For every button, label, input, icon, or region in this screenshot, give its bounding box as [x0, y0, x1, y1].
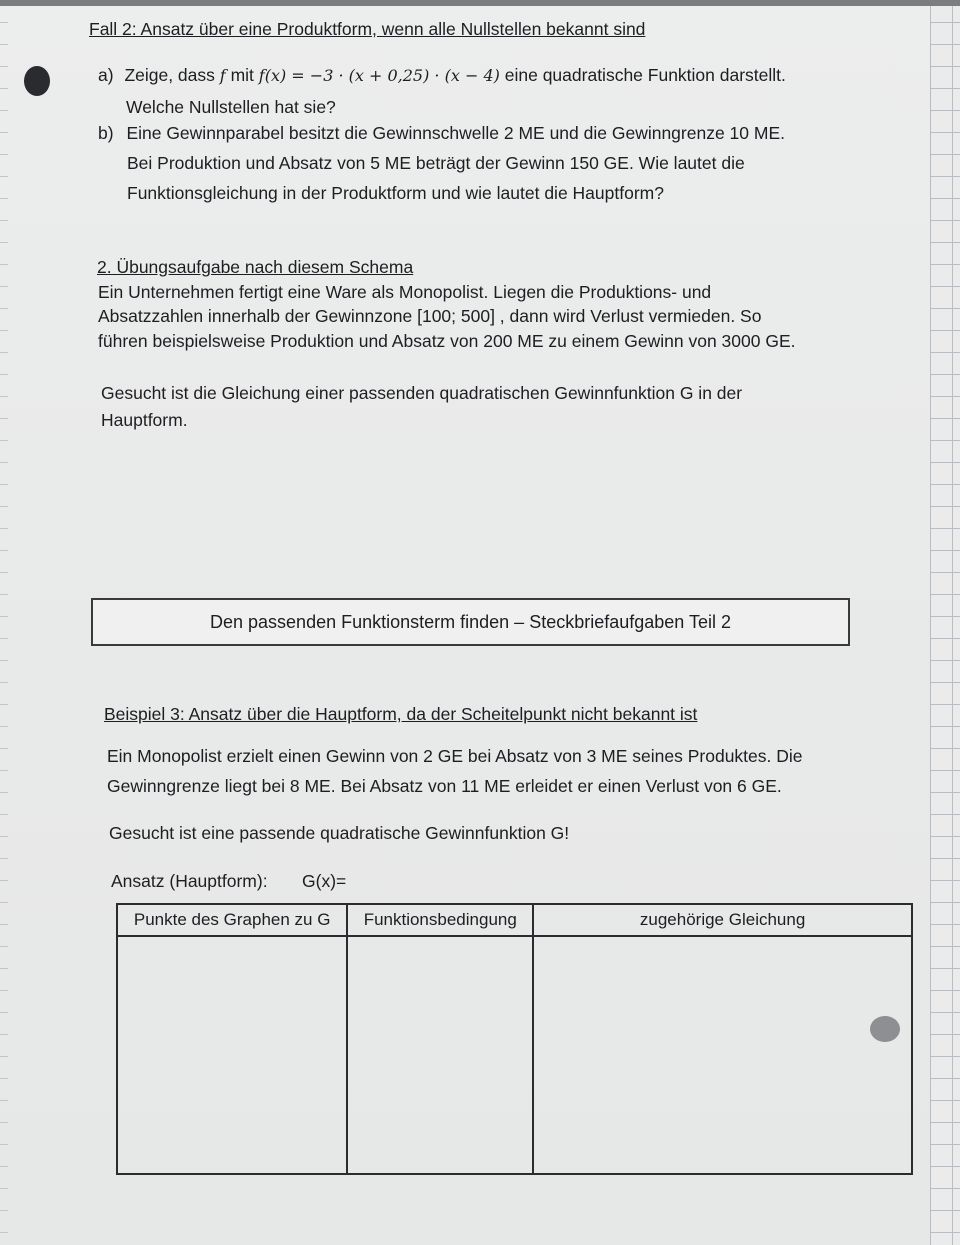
exercise-line1: Ein Unternehmen fertigt eine Ware als Monopolist. Liegen die Produktions- und	[98, 282, 712, 302]
task-a-text-end: eine quadratische Funktion darstellt.	[504, 65, 786, 85]
cell-equation[interactable]	[533, 936, 912, 1174]
ansatz-formula: G(x)=	[302, 871, 347, 891]
cell-condition[interactable]	[347, 936, 533, 1174]
exercise-heading: 2. Übungsaufgabe nach diesem Schema	[97, 257, 414, 277]
example3-heading: Beispiel 3: Ansatz über die Hauptform, da der Scheitelpunkt nicht bekannt ist	[104, 704, 698, 724]
cell-points[interactable]	[117, 936, 347, 1174]
example3-line2: Gewinngrenze liegt bei 8 ME. Bei Absatz von 11 ME erleidet er einen Verlust von 6 GE.	[107, 776, 782, 796]
task-b-label: b)	[98, 123, 114, 143]
left-paper-edge	[0, 0, 8, 1245]
exercise-line4: Gesucht ist die Gleichung einer passenden quadratischen Gewinnfunktion G in der	[101, 383, 743, 403]
col-header-points: Punkte des Graphen zu G	[117, 904, 347, 936]
task-a-line2: Welche Nullstellen hat sie?	[126, 97, 336, 117]
function-name: f	[219, 66, 226, 85]
task-a-line1	[98, 65, 786, 87]
table-row	[117, 936, 912, 1174]
exercise-line3: führen beispielsweise Produktion und Absatz von 200 ME zu einem Gewinn von 3000 GE.	[98, 331, 796, 351]
col-header-condition: Funktionsbedingung	[347, 904, 533, 936]
table-header-row	[117, 904, 912, 936]
exercise-line5: Hauptform.	[101, 410, 188, 430]
task-a-text: Zeige, dass	[124, 65, 215, 85]
task-b-text: Eine Gewinnparabel besitzt die Gewinnschwelle 2 ME und die Gewinngrenze 10 ME.	[126, 123, 785, 143]
section-title-box	[91, 598, 850, 646]
task-b-line3: Funktionsgleichung in der Produktform und wie lautet die Hauptform?	[127, 183, 664, 203]
function-formula: f(x) = −3 · (x + 0,25) · (x − 4)	[258, 66, 500, 85]
grid-paper-strip	[930, 0, 960, 1245]
example3-line1: Ein Monopolist erzielt einen Gewinn von 2 GE bei Absatz von 3 ME seines Produktes. Die	[107, 746, 803, 766]
ansatz-label: Ansatz (Hauptform):	[111, 871, 268, 891]
task-a-mit: mit	[230, 65, 254, 85]
task-b-line2: Bei Produktion und Absatz von 5 ME beträgt der Gewinn 150 GE. Wie lautet die	[127, 153, 745, 173]
top-edge-shadow	[0, 0, 960, 6]
fall2-heading: Fall 2: Ansatz über eine Produktform, wenn alle Nullstellen bekannt sind	[89, 19, 646, 39]
col-header-equation: zugehörige Gleichung	[533, 904, 912, 936]
section-title: Den passenden Funktionsterm finden – Steckbriefaufgaben Teil 2	[210, 611, 731, 632]
exercise-line2: Absatzzahlen innerhalb der Gewinnzone [100; 500] , dann wird Verlust vermieden. So	[98, 306, 762, 326]
example3-line3: Gesucht ist eine passende quadratische Gewinnfunktion G!	[109, 823, 570, 843]
conditions-table	[116, 903, 913, 1175]
task-a-label: a)	[98, 65, 114, 85]
punch-hole-icon	[24, 66, 50, 96]
task-b-line1	[98, 123, 785, 145]
